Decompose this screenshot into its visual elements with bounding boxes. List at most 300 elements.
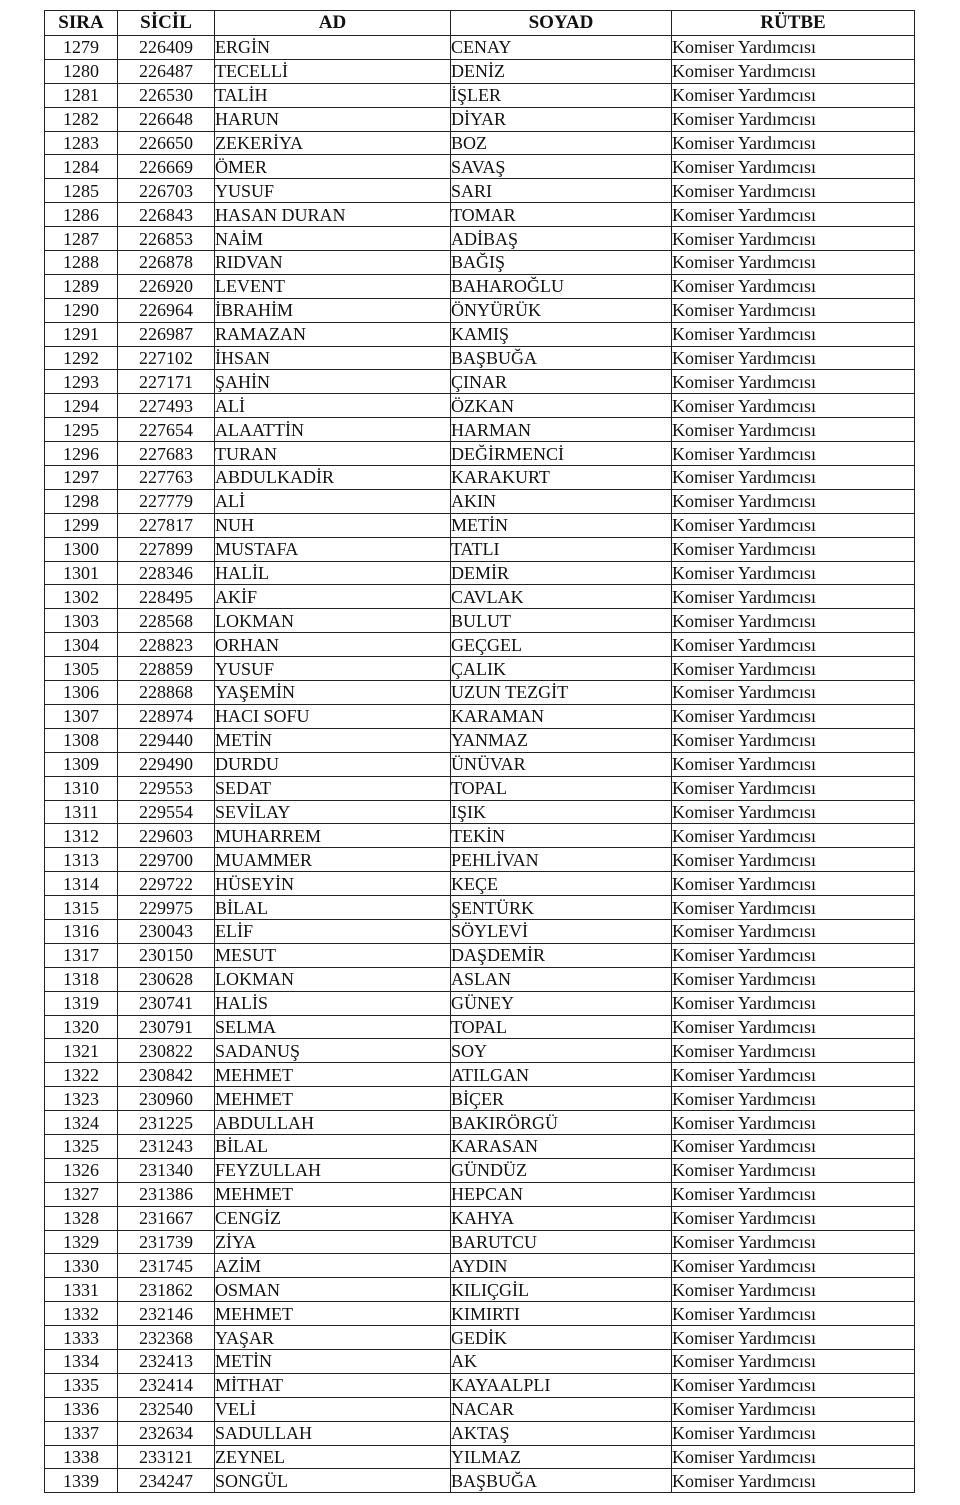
cell-ad: METİN [215,1349,451,1373]
cell-sira: 1306 [45,681,118,705]
cell-ad: ZEYNEL [215,1445,451,1469]
cell-ad: NUH [215,513,451,537]
cell-sira: 1291 [45,322,118,346]
cell-sira: 1314 [45,872,118,896]
table-row [45,179,915,203]
cell-soyad: DAŞDEMİR [451,943,672,967]
cell-ad: LEVENT [215,274,451,298]
cell-soyad: KARAMAN [451,704,672,728]
cell-soyad: KIMIRTI [451,1302,672,1326]
cell-sira: 1333 [45,1326,118,1350]
cell-soyad: ATILGAN [451,1063,672,1087]
cell-rutbe: Komiser Yardımcısı [672,848,915,872]
cell-rutbe: Komiser Yardımcısı [672,728,915,752]
cell-rutbe: Komiser Yardımcısı [672,1206,915,1230]
table-row [45,537,915,561]
cell-ad: TECELLİ [215,59,451,83]
table-row [45,227,915,251]
table-row [45,1278,915,1302]
cell-sicil: 226920 [118,274,215,298]
cell-sira: 1285 [45,179,118,203]
cell-soyad: BOZ [451,131,672,155]
cell-ad: CENGİZ [215,1206,451,1230]
cell-sira: 1283 [45,131,118,155]
cell-soyad: AK [451,1349,672,1373]
cell-ad: ALİ [215,394,451,418]
cell-sira: 1313 [45,848,118,872]
cell-sicil: 229603 [118,824,215,848]
cell-soyad: HEPCAN [451,1182,672,1206]
cell-sira: 1322 [45,1063,118,1087]
table-row [45,633,915,657]
cell-sicil: 227817 [118,513,215,537]
cell-ad: MESUT [215,943,451,967]
cell-rutbe: Komiser Yardımcısı [672,681,915,705]
cell-sira: 1290 [45,298,118,322]
cell-sicil: 228346 [118,561,215,585]
table-row [45,59,915,83]
cell-soyad: SARI [451,179,672,203]
cell-sicil: 228868 [118,681,215,705]
cell-soyad: GEÇGEL [451,633,672,657]
cell-rutbe: Komiser Yardımcısı [672,466,915,490]
cell-sira: 1298 [45,489,118,513]
cell-soyad: KARASAN [451,1134,672,1158]
cell-sicil: 227102 [118,346,215,370]
cell-soyad: KAHYA [451,1206,672,1230]
cell-soyad: AKTAŞ [451,1421,672,1445]
cell-ad: ABDULLAH [215,1111,451,1135]
cell-soyad: UZUN TEZGİT [451,681,672,705]
cell-ad: FEYZULLAH [215,1158,451,1182]
cell-rutbe: Komiser Yardımcısı [672,370,915,394]
table-row [45,728,915,752]
cell-sira: 1302 [45,585,118,609]
table-row [45,322,915,346]
cell-rutbe: Komiser Yardımcısı [672,1326,915,1350]
table-row [45,418,915,442]
cell-sicil: 229490 [118,752,215,776]
cell-sicil: 232634 [118,1421,215,1445]
cell-rutbe: Komiser Yardımcısı [672,1421,915,1445]
cell-ad: YAŞAR [215,1326,451,1350]
cell-ad: MUHARREM [215,824,451,848]
table-row [45,83,915,107]
table-row [45,394,915,418]
cell-sira: 1297 [45,466,118,490]
table-row [45,1134,915,1158]
table-row [45,1349,915,1373]
cell-soyad: ÇINAR [451,370,672,394]
cell-ad: ALAATTİN [215,418,451,442]
cell-sira: 1284 [45,155,118,179]
cell-sira: 1309 [45,752,118,776]
cell-sicil: 230628 [118,967,215,991]
cell-sicil: 229440 [118,728,215,752]
cell-sicil: 226487 [118,59,215,83]
cell-rutbe: Komiser Yardımcısı [672,322,915,346]
table-row [45,657,915,681]
cell-sicil: 226648 [118,107,215,131]
cell-ad: AKİF [215,585,451,609]
table-row [45,442,915,466]
cell-rutbe: Komiser Yardımcısı [672,943,915,967]
cell-rutbe: Komiser Yardımcısı [672,633,915,657]
cell-sira: 1304 [45,633,118,657]
cell-sira: 1315 [45,896,118,920]
table-row [45,251,915,275]
table-row [45,1230,915,1254]
cell-soyad: KILIÇGİL [451,1278,672,1302]
cell-rutbe: Komiser Yardımcısı [672,609,915,633]
cell-soyad: SÖYLEVİ [451,919,672,943]
cell-sira: 1319 [45,991,118,1015]
cell-sira: 1328 [45,1206,118,1230]
cell-ad: ZEKERİYA [215,131,451,155]
cell-rutbe: Komiser Yardımcısı [672,1230,915,1254]
cell-rutbe: Komiser Yardımcısı [672,489,915,513]
cell-soyad: IŞIK [451,800,672,824]
cell-ad: ÖMER [215,155,451,179]
cell-soyad: GÜNDÜZ [451,1158,672,1182]
cell-sicil: 226409 [118,36,215,60]
cell-sicil: 226650 [118,131,215,155]
cell-ad: ELİF [215,919,451,943]
cell-soyad: İŞLER [451,83,672,107]
cell-soyad: BAHAROĞLU [451,274,672,298]
cell-rutbe: Komiser Yardımcısı [672,1039,915,1063]
cell-sicil: 228495 [118,585,215,609]
table-row [45,513,915,537]
cell-ad: OSMAN [215,1278,451,1302]
cell-rutbe: Komiser Yardımcısı [672,1087,915,1111]
cell-ad: SONGÜL [215,1469,451,1493]
cell-ad: YUSUF [215,657,451,681]
cell-rutbe: Komiser Yardımcısı [672,1158,915,1182]
table-row [45,1015,915,1039]
cell-rutbe: Komiser Yardımcısı [672,967,915,991]
cell-ad: İBRAHİM [215,298,451,322]
cell-sicil: 232146 [118,1302,215,1326]
cell-sicil: 230043 [118,919,215,943]
cell-sira: 1286 [45,203,118,227]
cell-sira: 1316 [45,919,118,943]
cell-rutbe: Komiser Yardımcısı [672,1302,915,1326]
cell-sira: 1300 [45,537,118,561]
cell-soyad: YANMAZ [451,728,672,752]
cell-sicil: 226530 [118,83,215,107]
cell-ad: SEVİLAY [215,800,451,824]
cell-rutbe: Komiser Yardımcısı [672,1134,915,1158]
cell-sira: 1287 [45,227,118,251]
cell-ad: DURDU [215,752,451,776]
cell-sicil: 226843 [118,203,215,227]
table-row [45,1445,915,1469]
cell-soyad: BİÇER [451,1087,672,1111]
cell-soyad: BAŞBUĞA [451,1469,672,1493]
cell-rutbe: Komiser Yardımcısı [672,752,915,776]
cell-soyad: ASLAN [451,967,672,991]
cell-sira: 1279 [45,36,118,60]
cell-rutbe: Komiser Yardımcısı [672,227,915,251]
cell-sicil: 229722 [118,872,215,896]
cell-sira: 1338 [45,1445,118,1469]
table-row [45,752,915,776]
cell-rutbe: Komiser Yardımcısı [672,1111,915,1135]
table-row [45,274,915,298]
cell-sicil: 227899 [118,537,215,561]
table-row [45,36,915,60]
cell-ad: MİTHAT [215,1373,451,1397]
cell-rutbe: Komiser Yardımcısı [672,274,915,298]
cell-sira: 1331 [45,1278,118,1302]
cell-ad: ZİYA [215,1230,451,1254]
cell-soyad: CAVLAK [451,585,672,609]
cell-rutbe: Komiser Yardımcısı [672,513,915,537]
cell-soyad: ÖNYÜRÜK [451,298,672,322]
table-row [45,1039,915,1063]
table-row [45,1206,915,1230]
cell-sicil: 232368 [118,1326,215,1350]
cell-sira: 1303 [45,609,118,633]
cell-sicil: 233121 [118,1445,215,1469]
cell-sicil: 227763 [118,466,215,490]
cell-sira: 1289 [45,274,118,298]
cell-soyad: HARMAN [451,418,672,442]
cell-ad: RIDVAN [215,251,451,275]
cell-soyad: YILMAZ [451,1445,672,1469]
cell-sicil: 228974 [118,704,215,728]
cell-rutbe: Komiser Yardımcısı [672,991,915,1015]
table-row [45,1111,915,1135]
cell-rutbe: Komiser Yardımcısı [672,203,915,227]
cell-sira: 1295 [45,418,118,442]
cell-sira: 1336 [45,1397,118,1421]
cell-rutbe: Komiser Yardımcısı [672,585,915,609]
cell-sicil: 229554 [118,800,215,824]
cell-rutbe: Komiser Yardımcısı [672,418,915,442]
cell-ad: METİN [215,728,451,752]
cell-soyad: KAYAALPLI [451,1373,672,1397]
cell-ad: BİLAL [215,1134,451,1158]
cell-rutbe: Komiser Yardımcısı [672,824,915,848]
cell-ad: YUSUF [215,179,451,203]
cell-sira: 1294 [45,394,118,418]
cell-sicil: 232414 [118,1373,215,1397]
cell-soyad: ÇALIK [451,657,672,681]
cell-sicil: 228568 [118,609,215,633]
table-row [45,155,915,179]
cell-ad: ERGİN [215,36,451,60]
cell-rutbe: Komiser Yardımcısı [672,704,915,728]
cell-sira: 1337 [45,1421,118,1445]
cell-ad: MEHMET [215,1063,451,1087]
cell-sira: 1330 [45,1254,118,1278]
cell-sira: 1293 [45,370,118,394]
cell-rutbe: Komiser Yardımcısı [672,179,915,203]
table-row [45,1087,915,1111]
cell-soyad: ÖZKAN [451,394,672,418]
cell-sira: 1320 [45,1015,118,1039]
cell-soyad: TOMAR [451,203,672,227]
table-row [45,776,915,800]
cell-sira: 1299 [45,513,118,537]
cell-ad: ORHAN [215,633,451,657]
cell-rutbe: Komiser Yardımcısı [672,1397,915,1421]
cell-soyad: TOPAL [451,776,672,800]
cell-sicil: 226964 [118,298,215,322]
cell-soyad: SAVAŞ [451,155,672,179]
cell-sicil: 227171 [118,370,215,394]
table-header [45,11,915,36]
table-row [45,1254,915,1278]
cell-sira: 1282 [45,107,118,131]
cell-sira: 1321 [45,1039,118,1063]
cell-soyad: AKIN [451,489,672,513]
cell-sicil: 231340 [118,1158,215,1182]
table-row [45,800,915,824]
cell-rutbe: Komiser Yardımcısı [672,107,915,131]
table-row [45,967,915,991]
cell-sicil: 227654 [118,418,215,442]
table-row [45,1158,915,1182]
cell-sicil: 226987 [118,322,215,346]
cell-ad: BİLAL [215,896,451,920]
header-sicil: SİCİL [118,11,215,36]
header-soyad: SOYAD [451,11,672,36]
cell-sira: 1334 [45,1349,118,1373]
cell-sira: 1292 [45,346,118,370]
table-row [45,561,915,585]
table-row [45,848,915,872]
cell-ad: SELMA [215,1015,451,1039]
cell-rutbe: Komiser Yardımcısı [672,800,915,824]
cell-ad: İHSAN [215,346,451,370]
cell-ad: SADULLAH [215,1421,451,1445]
cell-sira: 1281 [45,83,118,107]
cell-sira: 1323 [45,1087,118,1111]
cell-rutbe: Komiser Yardımcısı [672,1278,915,1302]
cell-soyad: CENAY [451,36,672,60]
cell-sicil: 226853 [118,227,215,251]
table-row [45,1397,915,1421]
cell-sira: 1324 [45,1111,118,1135]
cell-soyad: PEHLİVAN [451,848,672,872]
cell-rutbe: Komiser Yardımcısı [672,561,915,585]
cell-sicil: 226703 [118,179,215,203]
cell-sicil: 226878 [118,251,215,275]
cell-soyad: METİN [451,513,672,537]
cell-ad: LOKMAN [215,609,451,633]
table-row [45,609,915,633]
table-row [45,489,915,513]
cell-soyad: DENİZ [451,59,672,83]
cell-soyad: DEMİR [451,561,672,585]
cell-sicil: 229553 [118,776,215,800]
cell-sicil: 230150 [118,943,215,967]
cell-sicil: 226669 [118,155,215,179]
cell-rutbe: Komiser Yardımcısı [672,59,915,83]
cell-soyad: DEĞİRMENCİ [451,442,672,466]
cell-sira: 1310 [45,776,118,800]
cell-ad: AZİM [215,1254,451,1278]
table-row [45,466,915,490]
table-body [45,36,915,1493]
cell-rutbe: Komiser Yardımcısı [672,298,915,322]
table-row [45,1326,915,1350]
table-row [45,346,915,370]
cell-sira: 1305 [45,657,118,681]
table-row [45,919,915,943]
cell-rutbe: Komiser Yardımcısı [672,1373,915,1397]
cell-sicil: 230960 [118,1087,215,1111]
cell-sira: 1339 [45,1469,118,1493]
cell-ad: HACI SOFU [215,704,451,728]
cell-rutbe: Komiser Yardımcısı [672,1015,915,1039]
table-row [45,896,915,920]
table-row [45,1182,915,1206]
cell-soyad: KEÇE [451,872,672,896]
cell-ad: VELİ [215,1397,451,1421]
cell-rutbe: Komiser Yardımcısı [672,1182,915,1206]
cell-sira: 1311 [45,800,118,824]
cell-ad: MEHMET [215,1182,451,1206]
table-row [45,370,915,394]
cell-ad: HALİL [215,561,451,585]
table-row [45,1063,915,1087]
personnel-table [44,10,915,1493]
cell-sira: 1325 [45,1134,118,1158]
cell-rutbe: Komiser Yardımcısı [672,896,915,920]
cell-soyad: NACAR [451,1397,672,1421]
cell-rutbe: Komiser Yardımcısı [672,1469,915,1493]
cell-rutbe: Komiser Yardımcısı [672,1445,915,1469]
cell-sira: 1307 [45,704,118,728]
cell-soyad: TATLI [451,537,672,561]
cell-sira: 1318 [45,967,118,991]
cell-rutbe: Komiser Yardımcısı [672,657,915,681]
cell-soyad: TEKİN [451,824,672,848]
cell-soyad: ÜNÜVAR [451,752,672,776]
cell-soyad: BULUT [451,609,672,633]
table-row [45,298,915,322]
table-row [45,1469,915,1493]
table-row [45,872,915,896]
cell-sicil: 230741 [118,991,215,1015]
cell-sicil: 232413 [118,1349,215,1373]
cell-rutbe: Komiser Yardımcısı [672,442,915,466]
table-row [45,203,915,227]
cell-ad: MUAMMER [215,848,451,872]
cell-ad: LOKMAN [215,967,451,991]
cell-soyad: ŞENTÜRK [451,896,672,920]
cell-rutbe: Komiser Yardımcısı [672,1063,915,1087]
cell-soyad: TOPAL [451,1015,672,1039]
table-row [45,991,915,1015]
cell-rutbe: Komiser Yardımcısı [672,83,915,107]
cell-sira: 1335 [45,1373,118,1397]
cell-ad: TURAN [215,442,451,466]
cell-rutbe: Komiser Yardımcısı [672,394,915,418]
cell-sicil: 228859 [118,657,215,681]
cell-sira: 1296 [45,442,118,466]
cell-rutbe: Komiser Yardımcısı [672,776,915,800]
cell-rutbe: Komiser Yardımcısı [672,36,915,60]
table-row [45,1421,915,1445]
cell-rutbe: Komiser Yardımcısı [672,131,915,155]
cell-ad: MEHMET [215,1087,451,1111]
cell-sicil: 231667 [118,1206,215,1230]
